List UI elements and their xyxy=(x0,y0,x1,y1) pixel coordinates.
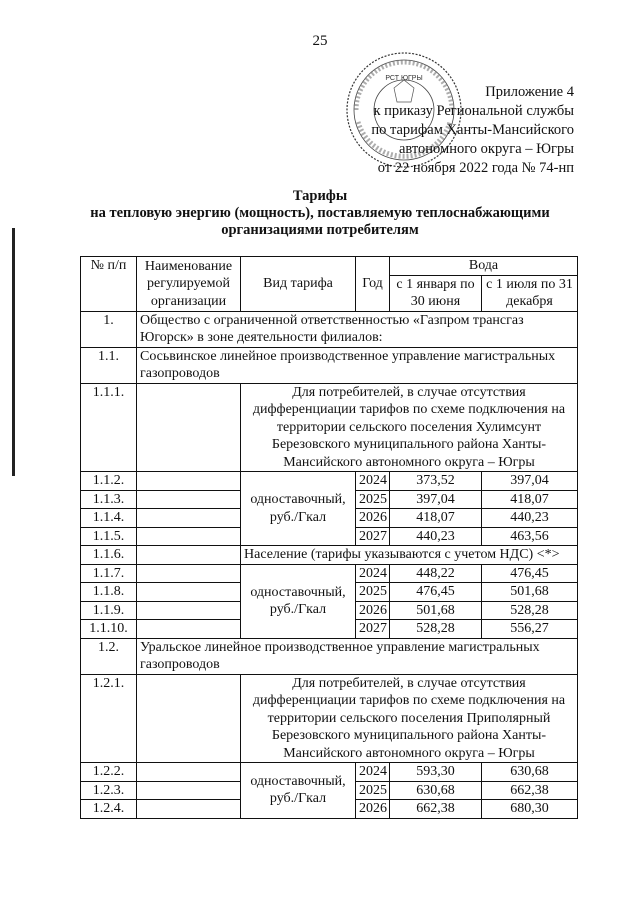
row-num: 1.2. xyxy=(81,638,137,674)
table-row xyxy=(81,674,578,763)
org-cell xyxy=(137,620,241,639)
value-h1: 373,52 xyxy=(390,472,482,491)
section-title: Общество с ограниченной ответственностью «Газпром трансгаз Югорск» в зоне деятельности филиалов: xyxy=(137,311,578,347)
appendix-line-4: автономного округа – Югры xyxy=(398,141,574,157)
header-period-1: с 1 января по 30 июня xyxy=(390,275,482,311)
value-h2: 630,68 xyxy=(482,763,578,782)
header-num: № п/п xyxy=(81,257,137,312)
value-h2: 528,28 xyxy=(482,601,578,620)
table-row xyxy=(81,472,578,491)
org-cell xyxy=(137,601,241,620)
table-row xyxy=(81,383,578,472)
value-h1: 418,07 xyxy=(390,509,482,528)
header-year: Год xyxy=(356,257,390,312)
appendix-line-2: к приказу Региональной службы xyxy=(373,103,574,119)
row-num: 1.1.4. xyxy=(81,509,137,528)
org-cell xyxy=(137,490,241,509)
row-num: 1.1.7. xyxy=(81,564,137,583)
year-cell: 2027 xyxy=(356,620,390,639)
value-h1: 662,38 xyxy=(390,800,482,819)
header-org: Наименование регулируемой организации xyxy=(137,257,241,312)
value-h2: 397,04 xyxy=(482,472,578,491)
table-row xyxy=(81,311,578,347)
value-h2: 680,30 xyxy=(482,800,578,819)
table-row xyxy=(81,638,578,674)
org-cell xyxy=(137,583,241,602)
value-h2: 418,07 xyxy=(482,490,578,509)
table-row xyxy=(81,763,578,782)
value-h1: 397,04 xyxy=(390,490,482,509)
tariff-table xyxy=(80,256,578,819)
org-cell xyxy=(137,546,241,565)
table-row xyxy=(81,564,578,583)
row-num: 1.1.8. xyxy=(81,583,137,602)
page-number: 25 xyxy=(312,33,328,49)
year-cell: 2024 xyxy=(356,763,390,782)
org-cell xyxy=(137,527,241,546)
org-cell xyxy=(137,383,241,472)
margin-mark xyxy=(12,228,15,476)
year-cell: 2025 xyxy=(356,781,390,800)
year-cell: 2024 xyxy=(356,472,390,491)
header-kind: Вид тарифа xyxy=(241,257,356,312)
row-num: 1.2.1. xyxy=(81,674,137,763)
row-num: 1.2.4. xyxy=(81,800,137,819)
value-h2: 662,38 xyxy=(482,781,578,800)
appendix-line-3: по тарифам Ханты-Мансийского xyxy=(371,122,574,138)
tariff-kind: одноставочный, руб./Гкал xyxy=(241,472,356,546)
value-h2: 463,56 xyxy=(482,527,578,546)
year-cell: 2026 xyxy=(356,509,390,528)
row-num: 1.1.5. xyxy=(81,527,137,546)
org-cell xyxy=(137,472,241,491)
title-line-2: на тепловую энергию (мощность), поставляемую теплоснабжающими xyxy=(90,205,550,221)
header-water: Вода xyxy=(390,257,578,276)
org-cell xyxy=(137,674,241,763)
row-num: 1.1. xyxy=(81,347,137,383)
value-h2: 501,68 xyxy=(482,583,578,602)
table-row xyxy=(81,546,578,565)
row-num: 1.2.2. xyxy=(81,763,137,782)
appendix-line-1: Приложение 4 xyxy=(485,84,574,100)
org-cell xyxy=(137,800,241,819)
row-num: 1.1.9. xyxy=(81,601,137,620)
title-line-1: Тарифы xyxy=(292,188,348,204)
year-cell: 2027 xyxy=(356,527,390,546)
value-h2: 440,23 xyxy=(482,509,578,528)
org-cell xyxy=(137,509,241,528)
row-num: 1.1.1. xyxy=(81,383,137,472)
title-line-3: организациями потребителям xyxy=(221,222,419,238)
consumer-group: Население (тарифы указываются с учетом НДС) <*> xyxy=(241,546,578,565)
row-num: 1.1.2. xyxy=(81,472,137,491)
appendix-line-5: от 22 ноября 2022 года № 74-нп xyxy=(377,160,574,176)
value-h1: 630,68 xyxy=(390,781,482,800)
row-num: 1.1.10. xyxy=(81,620,137,639)
appendix-block xyxy=(344,83,574,178)
value-h1: 593,30 xyxy=(390,763,482,782)
table-row xyxy=(81,347,578,383)
tariff-kind: одноставочный, руб./Гкал xyxy=(241,763,356,819)
value-h1: 501,68 xyxy=(390,601,482,620)
value-h1: 448,22 xyxy=(390,564,482,583)
year-cell: 2024 xyxy=(356,564,390,583)
row-num: 1.2.3. xyxy=(81,781,137,800)
row-num: 1. xyxy=(81,311,137,347)
year-cell: 2025 xyxy=(356,583,390,602)
value-h2: 556,27 xyxy=(482,620,578,639)
row-num: 1.1.6. xyxy=(81,546,137,565)
value-h2: 476,45 xyxy=(482,564,578,583)
consumer-group: Для потребителей, в случае отсутствия дифференциации тарифов по схеме подключения на территории сельского поселения Приполярный Березовского муниципального района Ханты-Мансийского автономного округа – Югры xyxy=(241,674,578,763)
year-cell: 2026 xyxy=(356,601,390,620)
value-h1: 440,23 xyxy=(390,527,482,546)
document-title xyxy=(0,188,640,239)
org-cell xyxy=(137,564,241,583)
row-num: 1.1.3. xyxy=(81,490,137,509)
value-h1: 528,28 xyxy=(390,620,482,639)
consumer-group: Для потребителей, в случае отсутствия дифференциации тарифов по схеме подключения на территории сельского поселения Хулимсунт Березовского муниципального района Ханты-Мансийского автономного округа – Югры xyxy=(241,383,578,472)
year-cell: 2025 xyxy=(356,490,390,509)
svg-text:РСТ ЮГРЫ: РСТ ЮГРЫ xyxy=(385,75,423,82)
org-cell xyxy=(137,781,241,800)
org-cell xyxy=(137,763,241,782)
header-period-2: с 1 июля по 31 декабря xyxy=(482,275,578,311)
section-title: Сосьвинское линейное производственное управление магистральных газопроводов xyxy=(137,347,578,383)
tariff-kind: одноставочный, руб./Гкал xyxy=(241,564,356,638)
value-h1: 476,45 xyxy=(390,583,482,602)
section-title: Уральское линейное производственное управление магистральных газопроводов xyxy=(137,638,578,674)
year-cell: 2026 xyxy=(356,800,390,819)
